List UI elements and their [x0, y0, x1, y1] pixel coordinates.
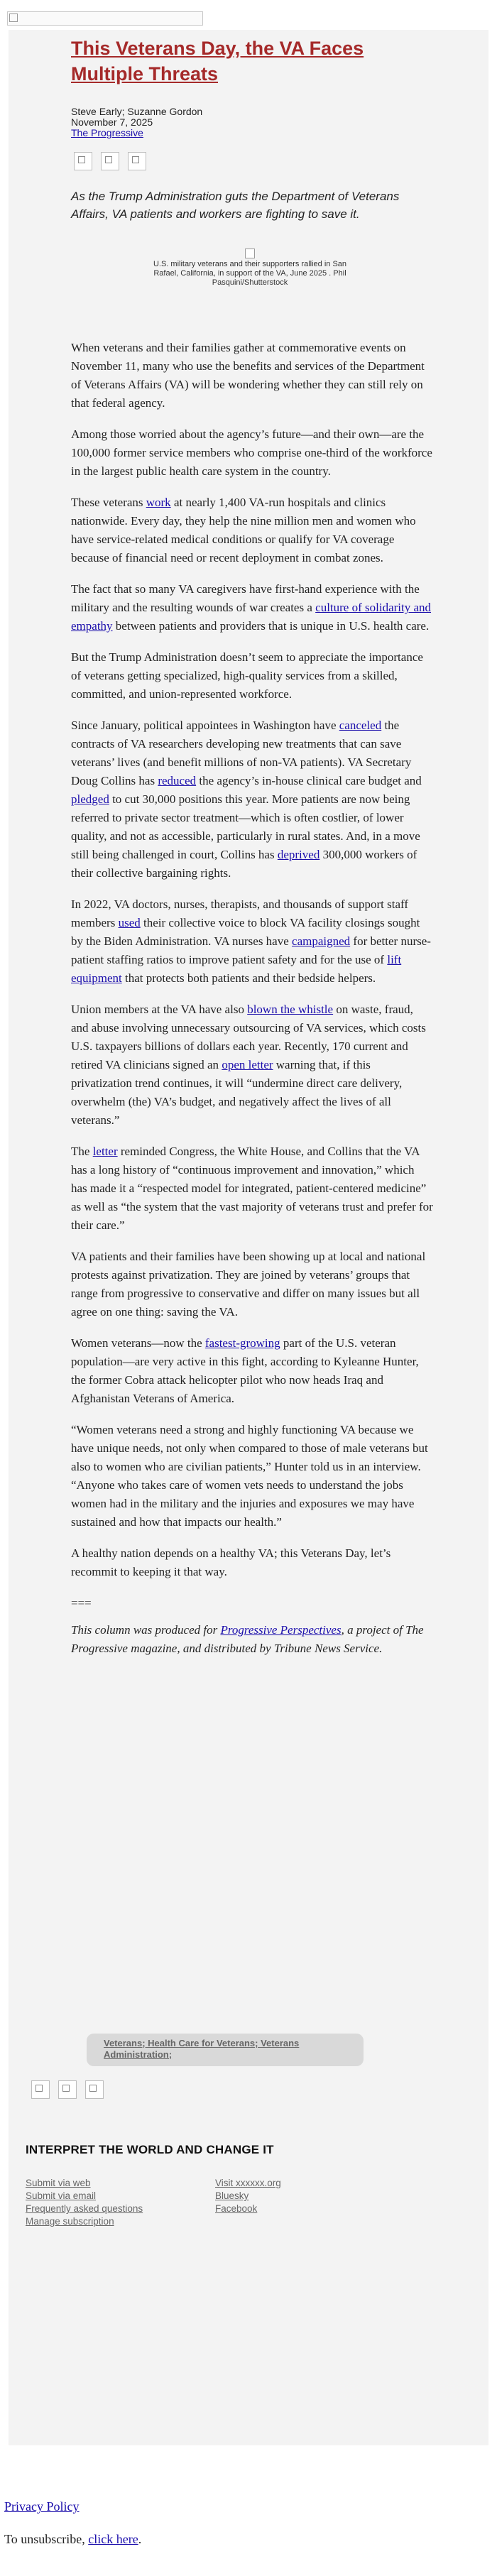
- email-share-icon[interactable]: [85, 2080, 104, 2099]
- submit-email-link[interactable]: Submit via email: [26, 2190, 97, 2201]
- publication-link[interactable]: The Progressive: [71, 127, 143, 138]
- footer-heading: INTERPRET THE WORLD AND CHANGE IT: [26, 2143, 274, 2156]
- article-photo: [245, 249, 255, 258]
- photo-caption: U.S. military veterans and their supporters rallied in San Rafael, California, in support of the VA, June 2025 . Phil Pasquini/Shutterstock: [153, 260, 347, 287]
- article-dek: As the Trump Administration guts the Department of Veterans Affairs, VA patients and workers are fighting to save it.: [71, 190, 400, 221]
- facebook-share-icon[interactable]: [74, 152, 92, 170]
- article-meta: [71, 107, 426, 138]
- tags-pill: [87, 2034, 364, 2066]
- solidarity-link[interactable]: culture of solidarity and empathy: [71, 601, 432, 633]
- share-row-top: [74, 152, 146, 170]
- twitter-share-icon[interactable]: [58, 2080, 77, 2099]
- unsubscribe-link[interactable]: click here: [88, 2532, 138, 2546]
- visit-site-link[interactable]: Visit xxxxxx.org: [215, 2178, 281, 2188]
- footer-links-left: [26, 2177, 143, 2228]
- used-link[interactable]: used: [118, 916, 141, 929]
- body-paragraph: “Women veterans need a strong and highly functioning VA because we have unique needs, not only when compared to those of male veterans but also to women who are civilian patients,” Hunter told us in an interview. “Anyone who takes care of women vets needs to understand the jobs women had in the military and the injuries and exposures we may have sustained and how that impacts our health.”: [71, 1423, 428, 1529]
- share-row-bottom: [31, 2080, 104, 2099]
- bluesky-link[interactable]: Bluesky: [215, 2190, 249, 2201]
- twitter-share-icon[interactable]: [101, 152, 119, 170]
- manage-subscription-link[interactable]: Manage subscription: [26, 2216, 114, 2227]
- section-separator: ===: [71, 1596, 92, 1610]
- facebook-share-icon[interactable]: [31, 2080, 50, 2099]
- body-paragraph: VA patients and their families have been showing up at local and national protests against privatization. They are joined by veterans’ groups that range from progressive to conservative and differ on many issues but all agree on one thing: saving the VA.: [71, 1250, 426, 1319]
- privacy-row: [4, 2499, 80, 2514]
- footer-links-right: [215, 2177, 281, 2215]
- submit-web-link[interactable]: Submit via web: [26, 2178, 91, 2188]
- body-paragraph: A healthy nation depends on a healthy VA; this Veterans Day, let’s recommit to keeping it that way.: [71, 1546, 391, 1578]
- deprived-link[interactable]: deprived: [277, 848, 320, 861]
- progressive-perspectives-link[interactable]: Progressive Perspectives: [220, 1623, 342, 1637]
- body-paragraph: When veterans and their families gather at commemorative events on November 11, many who use the benefits and services of the Department of Veterans Affairs (VA) will be wondering whether they can still rely on that federal agency.: [71, 341, 425, 410]
- body-paragraph: Union members at the VA have also blown the whistle on waste, fraud, and abuse involving unnecessary outsourcing of VA services, which costs U.S. taxpayers billions of dollars each year. Recently, 170 current and retired VA clinicians signed an open letter warning that, if this privatization trend continues, it will “undermine direct care delivery, overwhelm (the) VA’s budget, and negatively affect the lives of all veterans.”: [71, 1003, 426, 1127]
- fastest-growing-link[interactable]: fastest-growing: [204, 1336, 280, 1350]
- body-paragraph: The letter reminded Congress, the White House, and Collins that the VA has a long history of “continuous improvement and innovation,” which has made it a “respected model for integrated, patient-centered medicine” as well as “the system that the vast majority of veterans trust and prefer for their care.”: [71, 1145, 433, 1232]
- privacy-policy-link[interactable]: Privacy Policy: [4, 2499, 80, 2514]
- blown-whistle-link[interactable]: blown the whistle: [247, 1003, 334, 1016]
- campaigned-link[interactable]: campaigned: [292, 934, 351, 948]
- open-letter-link[interactable]: open letter: [222, 1058, 273, 1071]
- column-credit: This column was produced for Progressive Perspectives, a project of The Progressive magazine, and distributed by Tribune News Service.: [71, 1623, 424, 1655]
- faq-link[interactable]: Frequently asked questions: [26, 2203, 143, 2214]
- tags-link[interactable]: Veterans; Health Care for Veterans; Veterans Administration;: [104, 2038, 300, 2060]
- header-banner-image: [7, 11, 203, 26]
- body-paragraph: In 2022, VA doctors, nurses, therapists, and thousands of support staff members used their collective voice to block VA facility closings sought by the Biden Administration. VA nurses have campaigned for better nurse-patient staffing ratios to improve patient safety and for the use of lift equipment that protects both patients and their bedside helpers.: [71, 897, 431, 985]
- body-paragraph: Among those worried about the agency’s future—and their own—are the 100,000 former service members who comprise one-third of the workforce in the largest public health care system in the country.: [71, 427, 432, 478]
- letter-link[interactable]: letter: [92, 1145, 118, 1158]
- article-authors: Steve Early; Suzanne Gordon: [71, 106, 203, 117]
- work-link[interactable]: work: [146, 496, 171, 509]
- newsletter-card: [9, 30, 488, 2445]
- article-date: November 7, 2025: [71, 116, 153, 128]
- reduced-link[interactable]: reduced: [158, 774, 197, 787]
- lift-equipment-link[interactable]: lift equipment: [71, 953, 402, 985]
- body-paragraph: The fact that so many VA caregivers have first-hand experience with the military and the resulting wounds of war creates a culture of solidarity and empathy between patients and providers that is unique in U.S. health care.: [71, 582, 432, 633]
- facebook-link[interactable]: Facebook: [215, 2203, 258, 2214]
- article-body: [71, 339, 433, 1671]
- unsubscribe-row: To unsubscribe, click here.: [4, 2532, 142, 2546]
- pledged-link[interactable]: pledged: [71, 792, 109, 806]
- broken-image-icon: [9, 13, 18, 22]
- body-paragraph: Women veterans—now the fastest-growing part of the U.S. veteran population—are very active in this fight, according to Kyleanne Hunter, the former Cobra attack helicopter pilot who now heads Iraq and Afghanistan Veterans of America.: [71, 1336, 419, 1405]
- email-share-icon[interactable]: [128, 152, 146, 170]
- body-paragraph: But the Trump Administration doesn’t seem to appreciate the importance of veterans getting specialized, high-quality services from a skilled, committed, and union-represented workforce.: [71, 650, 423, 701]
- article-title[interactable]: This Veterans Day, the VA Faces Multiple Threats: [71, 38, 364, 84]
- body-paragraph: Since January, political appointees in Washington have canceled the contracts of VA researchers developing new treatments that can save veterans’ lives (and benefit millions of non-VA patients). VA Secretary Doug Collins has reduced the agency’s in-house clinical care budget and pledged to cut 30,000 positions this year. More patients are now being referred to private sector treatment—which is often costlier, of lower quality, and not as accessible, particularly in rural states. And, in a move still being challenged in court, Collins has deprived 300,000 workers of their collective bargaining rights.: [71, 719, 422, 880]
- canceled-link[interactable]: canceled: [339, 719, 382, 732]
- body-paragraph: These veterans work at nearly 1,400 VA-run hospitals and clinics nationwide. Every day, they help the nine million men and women who have service-related medical conditions or qualify for VA coverage because of financial need or recent deployment in combat zones.: [71, 496, 416, 564]
